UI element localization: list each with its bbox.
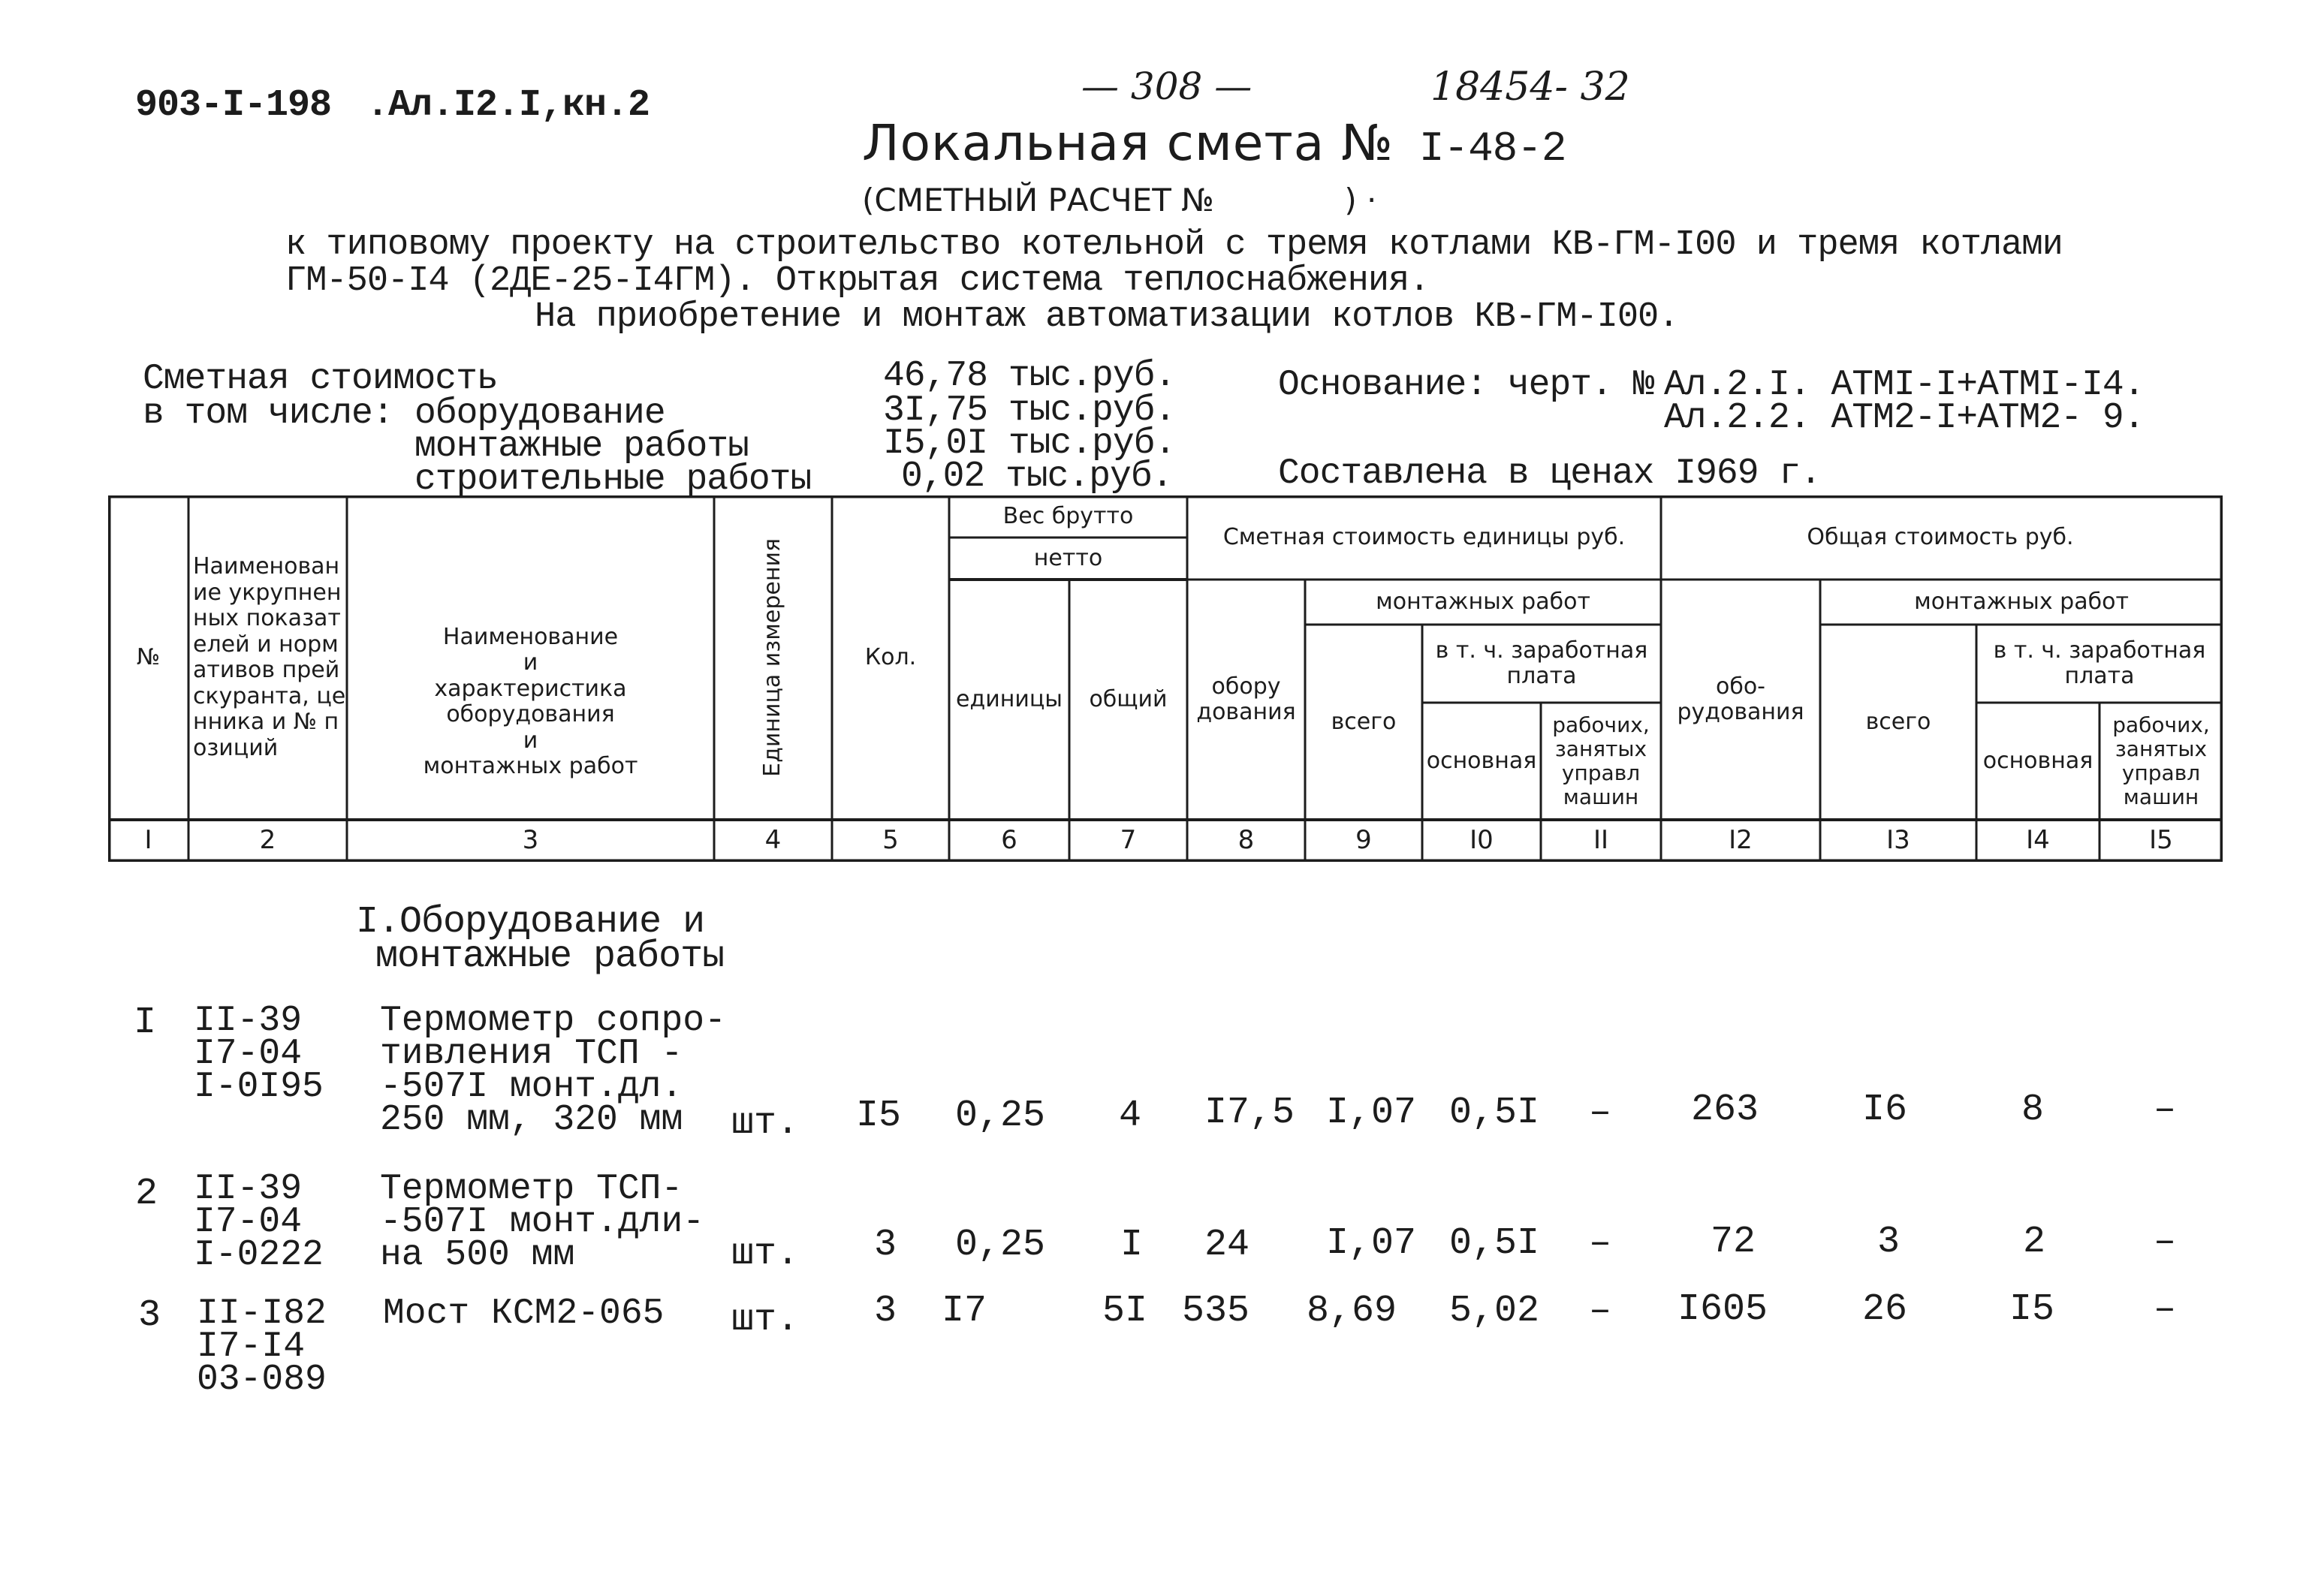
col-total-mount-header: всего [1865,708,1931,735]
cell-qty: 3 [874,1290,897,1333]
col-index-15: I5 [2149,825,2173,856]
col-number-header: № [136,643,161,670]
unit-mount-works-header: монтажных работ [1376,588,1590,615]
col-weight-total-header: общий [1089,685,1168,712]
page-title [862,114,1566,173]
col-index-10: I0 [1470,825,1494,856]
col-weight-unit-header: единицы [956,685,1063,712]
weight-gross-header: Вес брутто [1002,502,1134,529]
c3-line-e: и [523,727,538,754]
name-line: Мост КСМ2-065 [383,1293,665,1334]
code-line: I-0222 [194,1235,324,1275]
name-line: -507I монт.дли- [380,1202,705,1242]
estimate-table-header [108,495,2223,862]
cell-weight-total: 4 [1119,1095,1142,1137]
col-index-13: I3 [1886,825,1910,856]
row-item-name [383,1293,665,1334]
col-index-8: 8 [1237,825,1255,856]
cell-total-mount: 3 [1877,1221,1901,1263]
basis-line-2: Ал.2.2. АТМ2-I+АТМ2- 9. [1664,398,2145,438]
cell-unit-equipment: 24 [1204,1224,1250,1266]
name-line: -507I монт.дл. [380,1067,683,1107]
cell-unit-mount: I,07 [1326,1222,1417,1265]
cell-unit-machine: – [1589,1092,1612,1134]
cell-unit-equipment: 535 [1182,1290,1250,1333]
c3-line-f: монтажных работ [423,753,638,779]
including-label: в том числе: [143,393,393,434]
total-wages-header: в т. ч. заработная плата [1993,637,2206,689]
unit-header-text: Единица измерения [759,538,786,777]
col-index-1: I [144,825,152,856]
subtitle-close: ) · [1344,182,1377,218]
album-reference: .Ал.I2.I,кн.2 [366,84,650,127]
col-total-wage-basic-header: основная [1982,747,2093,774]
col-total-equipment-header: обо-рудования [1677,673,1804,725]
name-line: Термометр ТСП- [380,1169,683,1209]
mount-label: монтажные работы [414,426,749,467]
c3-line-a: Наименование [442,623,619,650]
name-line: 250 мм, 320 мм [380,1100,683,1140]
code-line: II-I82 [197,1293,327,1334]
cell-total-machine: – [2154,1288,2177,1331]
section-heading-line-2: монтажные работы [375,935,725,978]
cell-total-equipment: 263 [1691,1089,1759,1131]
cell-total-wage: 2 [2023,1221,2046,1263]
col-index-12: I2 [1729,825,1753,856]
subtitle [862,182,1376,218]
c3-line-c: характеристика [434,675,627,702]
basis-label: Основание: черт. № [1278,365,1654,405]
col-qty-header: Кол. [864,643,917,670]
col-index-11: II [1593,825,1609,856]
col-unit-wage-basic-header: основная [1426,747,1537,774]
cell-weight-unit: I7 [942,1290,987,1333]
col-index-5: 5 [882,825,899,856]
cell-unit-machine: – [1589,1290,1612,1333]
total-cost-value: 46,78 тыс.руб. [883,356,1176,396]
cell-total-mount: I6 [1862,1089,1908,1131]
col-index-7: 7 [1120,825,1137,856]
cell-unit-wage: 0,5I [1449,1222,1540,1265]
code-line: I-0I95 [194,1067,324,1107]
row-codes [197,1293,327,1400]
c3-line-b: и [523,649,538,676]
code-line: I7-04 [194,1202,303,1242]
row-codes [194,1169,324,1275]
col-unit-mount-total-header: всего [1331,708,1397,735]
c3-line-d: оборудования [446,701,615,727]
code-line: 03-089 [197,1360,327,1400]
description-line-2: ГМ-50-I4 (2ДЕ-25-I4ГМ). Открытая система теплоснабжения. [285,261,1430,301]
row-codes [194,1001,324,1107]
cell-unit: шт. [731,1233,800,1275]
col-unit-machine-wage-header: рабочих, занятых управл машин [1552,712,1650,810]
cell-weight-total: I [1120,1224,1144,1266]
col-index-4: 4 [764,825,782,856]
total-cost-header: Общая стоимость руб. [1807,523,2074,550]
row-number: 2 [135,1173,158,1215]
weight-net-header: нетто [1033,544,1103,571]
cell-weight-unit: 0,25 [955,1095,1046,1137]
prices-year: Составлена в ценах I969 г. [1278,453,1821,494]
basis-line-1: Ал.2.I. АТМI-I+АТМI-I4. [1664,365,2145,405]
total-cost-label: Сметная стоимость [143,359,498,399]
cell-unit-equipment: I7,5 [1204,1092,1295,1134]
code-line: II-39 [194,1169,303,1209]
name-line: Термометр сопро- [380,1001,726,1041]
cell-unit-machine: – [1589,1222,1612,1265]
col-index-6: 6 [1001,825,1017,856]
cell-total-wage: I5 [2009,1288,2055,1331]
handwritten-reference: 18454- 32 [1430,65,1630,110]
cell-total-mount: 26 [1862,1288,1908,1331]
col-index-3: 3 [522,825,539,856]
col-norm-code-header: Наименование укрупненных показателей и нормативов прейскуранта, ценника и № позиций [193,553,346,761]
build-label: строительные работы [414,459,812,500]
cell-total-equipment: 72 [1711,1221,1756,1263]
cell-weight-total: 5I [1102,1290,1148,1333]
name-line: на 500 мм [380,1235,575,1275]
col-unit-header [714,495,832,820]
total-mount-works-header: монтажных работ [1914,588,2129,615]
name-line: тивления ТСП - [380,1034,683,1074]
col-index-9: 9 [1355,825,1372,856]
cell-qty: I5 [856,1095,902,1137]
cell-qty: 3 [874,1224,897,1266]
cell-total-equipment: I605 [1678,1288,1768,1331]
equipment-label: оборудование [414,393,665,434]
page-number: — 308 — [1081,65,1252,108]
col-total-machine-wage-header: рабочих, занятых управл машин [2112,712,2210,810]
cell-unit-wage: 0,5I [1449,1092,1540,1134]
document-code: 903-I-198 [135,84,332,127]
row-item-name [380,1001,726,1140]
cell-unit-mount: 8,69 [1307,1290,1397,1333]
cell-total-machine: – [2154,1221,2177,1263]
code-line: I7-04 [194,1034,303,1074]
section-heading-line-1: I.Оборудование и [356,901,705,944]
col-index-2: 2 [259,825,276,856]
cell-weight-unit: 0,25 [955,1224,1046,1266]
col-name-header [347,593,714,811]
cell-total-machine: – [2154,1089,2177,1131]
row-item-name [380,1169,705,1275]
cell-unit-wage: 5,02 [1449,1290,1540,1333]
title-text: Локальная смета № [862,114,1394,172]
subtitle-text: (СМЕТНЫЙ РАСЧЕТ № [862,182,1214,218]
col-unit-equipment-header: обору дования [1196,673,1296,725]
row-number: I [134,1001,157,1044]
description-line-1: к типовому проекту на строительство котельной с тремя котлами КВ-ГМ-I00 и тремя котлами [285,225,2063,265]
smeta-number: I-48-2 [1418,125,1566,173]
unit-cost-header: Сметная стоимость единицы руб. [1222,523,1626,550]
mount-value: I5,0I тыс.руб. [883,423,1176,464]
cell-unit-mount: I,07 [1326,1092,1417,1134]
code-line: II-39 [194,1001,303,1041]
build-value: 0,02 тыс.руб. [901,456,1173,497]
col-index-14: I4 [2026,825,2050,856]
row-number: 3 [138,1294,161,1337]
cell-unit: шт. [731,1299,800,1342]
cell-unit: шт. [731,1102,800,1145]
equipment-value: 3I,75 тыс.руб. [883,390,1176,431]
description-line-3: На приобретение и монтаж автоматизации котлов КВ-ГМ-I00. [535,297,1679,337]
cell-total-wage: 8 [2021,1089,2045,1131]
unit-wages-header: в т. ч. заработная плата [1435,637,1648,689]
code-line: I7-I4 [197,1326,306,1367]
